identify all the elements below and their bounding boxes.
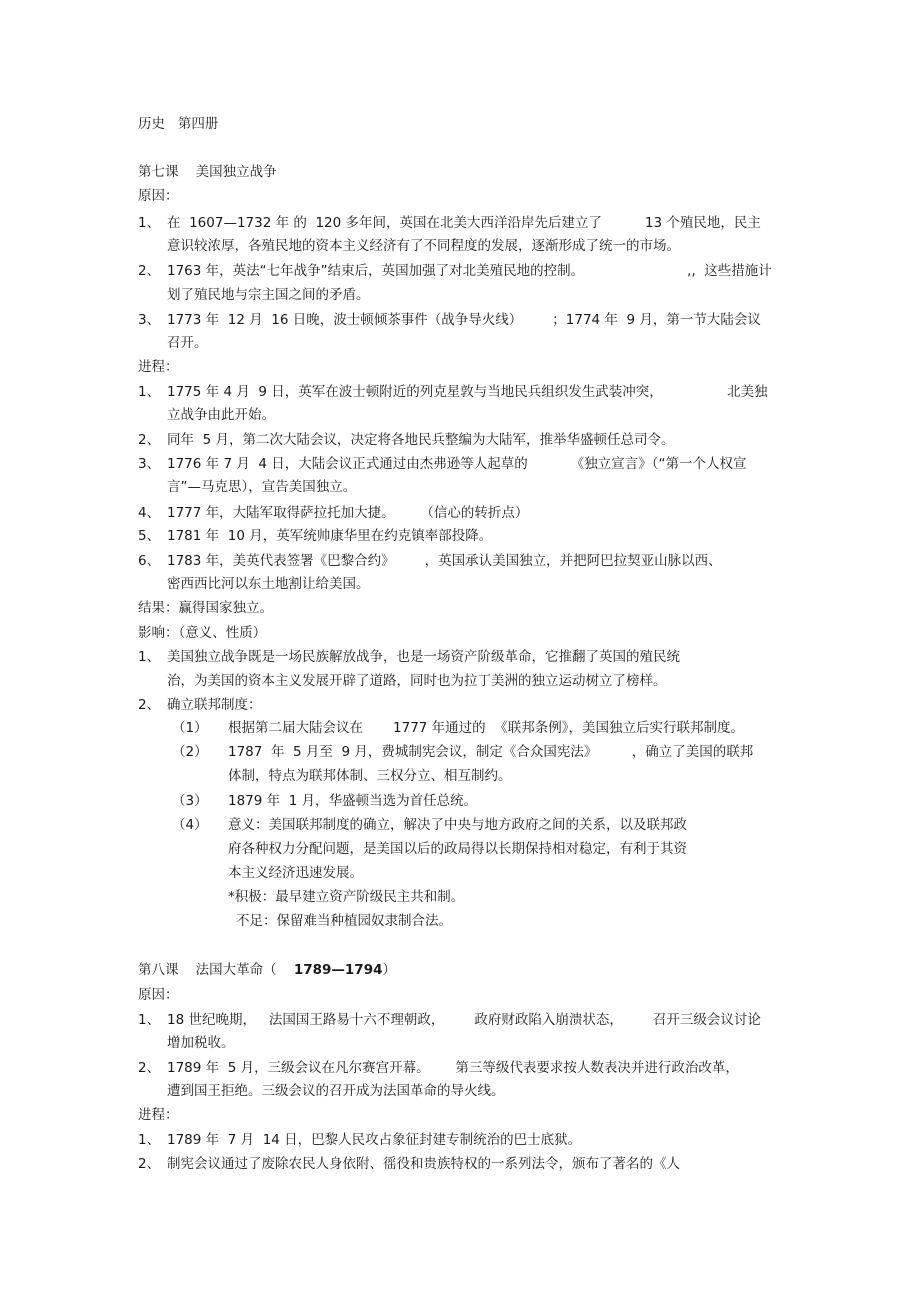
subitem-text: 本主义经济迅速发展。: [228, 865, 363, 881]
item-text: 立战争由此开始。: [167, 407, 275, 423]
item-number: 2、: [138, 432, 161, 448]
lesson7-impact-heading: 影响：（意义、性质）: [138, 625, 267, 641]
item-text: 1783 年，美英代表签署《巴黎合约》 ，英国承认美国独立，并把阿巴拉契亚山脉以西、: [167, 553, 722, 569]
item-text: 1763 年，英法“七年战争”结束后，英国加强了对北美殖民地的控制。 ,, 这些措施计: [167, 263, 772, 279]
item-text: 划了殖民地与宗主国之间的矛盾。: [167, 287, 370, 303]
lesson7-causes-heading: 原因：: [138, 188, 179, 204]
item-number: 4、: [138, 505, 161, 521]
item-text: 1781 年 10 月，英军统帅康华里在约克镇率部投降。: [167, 528, 493, 544]
item-text: 1776 年 7 月 4 日，大陆会议正式通过由杰弗逊等人起草的 《独立宣言》（“第一个人权宣: [167, 456, 747, 472]
item-text: 意识较浓厚，各殖民地的资本主义经济有了不同程度的发展，逐渐形成了统一的市场。: [167, 238, 680, 254]
lesson8-title-close: ）: [382, 962, 396, 978]
subitem-text: 府各种权力分配问题，是美国以后的政局得以长期保持相对稳定，有利于其资: [228, 841, 687, 857]
item-number: 1、: [138, 1012, 161, 1028]
item-number: 1、: [138, 1132, 161, 1148]
item-text: 治，为美国的资本主义发展开辟了道路，同时也为拉丁美洲的独立运动树立了榜样。: [167, 673, 667, 689]
item-text: 1789 年 5 月，三级会议在凡尔赛宫开幕。 第三等级代表要求按人数表决并进行政治改革，: [167, 1060, 739, 1076]
item-text: 1789 年 7 月 14 日，巴黎人民攻占象征封建专制统治的巴士底狱。: [167, 1132, 582, 1148]
item-text: 确立联邦制度：: [167, 697, 262, 713]
item-number: 2、: [138, 1156, 161, 1172]
subitem-text: 1879 年 1 月，华盛顿当选为首任总统。: [228, 793, 478, 809]
item-text: 言”—马克思），宣告美国独立。: [167, 479, 357, 495]
lesson8-process-heading: 进程：: [138, 1107, 179, 1123]
item-text: 1773 年 12 月 16 日晚，波士顿倾茶事件（战争导火线） ；1774 年 9 月，第一节大陆会议: [167, 312, 761, 328]
item-text: 制宪会议通过了废除农民人身依附、徭役和贵族特权的一系列法令，颁布了著名的《人: [167, 1156, 680, 1172]
subitem-number: （1）: [172, 720, 208, 736]
subitem-number: （3）: [172, 793, 208, 809]
item-number: 3、: [138, 312, 161, 328]
lesson8-title: [138, 964, 396, 978]
item-number: 2、: [138, 1060, 161, 1076]
item-number: 1、: [138, 649, 161, 665]
document-title: 历史 第四册: [138, 116, 219, 132]
subitem-text: 1787 年 5 月至 9 月，费城制宪会议，制定《合众国宪法》 ，确立了美国的联邦: [228, 744, 754, 760]
item-text: 召开。: [167, 335, 208, 351]
item-text: 增加税收。: [167, 1035, 235, 1051]
item-text: 美国独立战争既是一场民族解放战争，也是一场资产阶级革命，它推翻了英国的殖民统: [167, 649, 680, 665]
item-text: 密西西比河以东土地割让给美国。: [167, 576, 370, 592]
subitem-text: 根据第二届大陆会议在 1777 年通过的 《联邦条例》，美国独立后实行联邦制度。: [228, 720, 745, 736]
item-text: 1777 年，大陆军取得萨拉托加大捷。 （信心的转折点）: [167, 505, 529, 521]
positive-note: *积极：最早建立资产阶级民主共和制。: [228, 889, 465, 905]
subitem-number: （2）: [172, 744, 208, 760]
item-number: 1、: [138, 215, 161, 231]
subitem-text: 体制，特点为联邦体制、三权分立、相互制约。: [228, 768, 512, 784]
item-number: 1、: [138, 384, 161, 400]
item-number: 3、: [138, 456, 161, 472]
lesson8-title-years: 1789—1794: [293, 962, 383, 978]
lesson8-causes-heading: 原因：: [138, 987, 179, 1003]
lesson8-title-main: 第八课 法国大革命（: [138, 962, 294, 978]
item-text: 遭到国王拒绝。三级会议的召开成为法国革命的导火线。: [167, 1083, 505, 1099]
item-number: 2、: [138, 697, 161, 713]
subitem-number: （4）: [172, 817, 208, 833]
item-number: 2、: [138, 263, 161, 279]
lesson7-process-heading: 进程：: [138, 359, 179, 375]
item-text: 1775 年 4 月 9 日，英军在波士顿附近的列克星敦与当地民兵组织发生武装冲突， 北美独: [167, 384, 768, 400]
negative-note: 不足：保留难当种植园奴隶制合法。: [236, 913, 452, 929]
item-text: 18 世纪晚期， 法国国王路易十六不理朝政， 政府财政陷入崩溃状态， 召开三级会议讨论: [167, 1012, 761, 1028]
item-number: 5、: [138, 528, 161, 544]
subitem-text: 意义：美国联邦制度的确立，解决了中央与地方政府之间的关系，以及联邦政: [228, 817, 687, 833]
item-text: 在 1607—1732 年 的 120 多年间，英国在北美大西洋沿岸先后建立了 13 个殖民地，民主: [167, 215, 761, 231]
lesson7-result: 结果：赢得国家独立。: [138, 600, 273, 616]
item-text: 同年 5 月，第二次大陆会议，决定将各地民兵整编为大陆军，推举华盛顿任总司令。: [167, 432, 675, 448]
lesson7-title: 第七课 美国独立战争: [138, 164, 277, 180]
item-number: 6、: [138, 553, 161, 569]
